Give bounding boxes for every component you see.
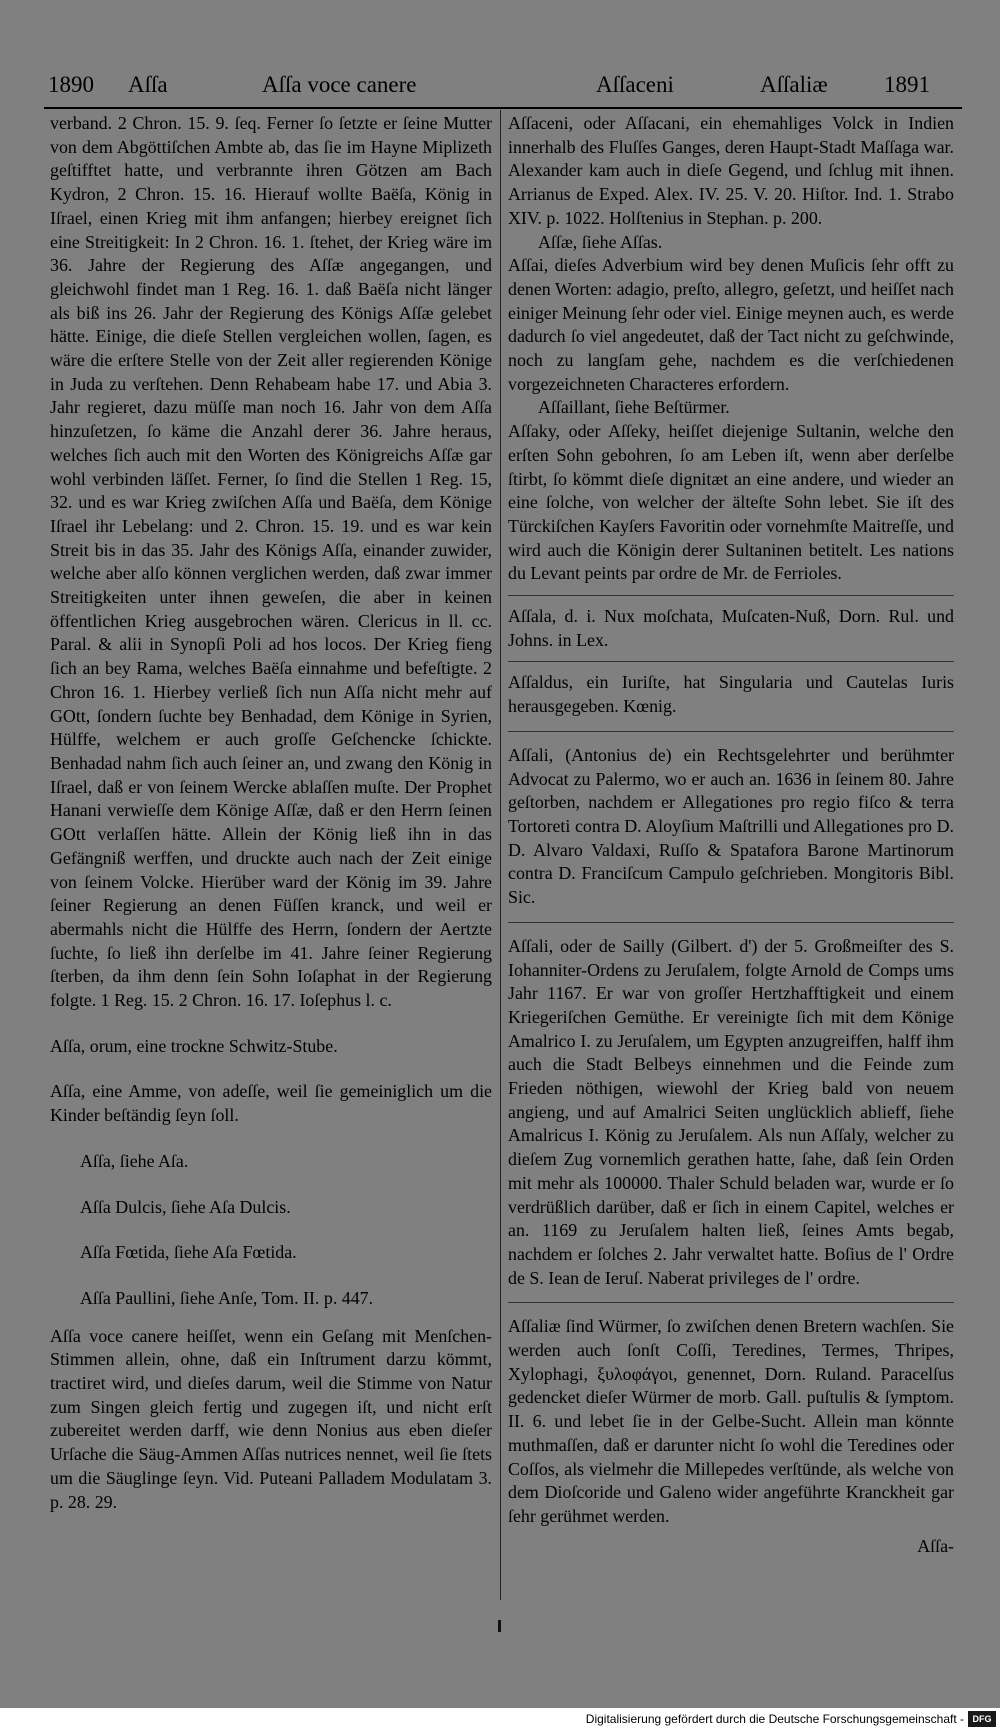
dictionary-entry: Aſſali, oder de Sailly (Gilbert. d') der 5. Großmeiſter des S. Iohanniter-Ordens zu Jeruſalem, folgte Arnold de Comps ums Jahr 1167. Er war von groſſer Hertzhafftigkeit und einem Kriegeriſchen Gemüthe. Er vereinigte ſich mit dem Könige Amalrico I. zu Jeruſalem, um Egypten anzugreiffen, halff ihm auch die Stadt Belbeys einnehmen und die Feinde zum Frieden nöthigen, wiewohl der Krieg bald von neuem angieng, und auf Amalrici Seiten unglücklich ablieff, ſiehe Amalricus I. König zu Jeruſalem. Als nun Aſſaly, welcher zu dieſem Zug vornemlich gerathen hatte, ſahe, daß ſein Orden mit mehr als 100000. Thaler Schuld beladen war, wurde er ſo verdrüßlich darüber, daß er ſich in einem Capitel, welches er an. 1169 zu Jeruſalem halten ließ, ſeines Amts begab, nachdem er ſolches 2. Jahr verwaltet hatte. Boſius de l' Ordre de S. Iean de Ieruſ. Naberat privileges de l' ordre. [508, 935, 954, 1288]
dictionary-entry: Aſſaillant, ſiehe Beſtürmer. [538, 397, 730, 418]
dictionary-entry: Aſſa Dulcis, ſiehe Aſa Dulcis. [80, 1196, 291, 1217]
dictionary-entry: Aſſa Fœtida, ſiehe Aſa Fœtida. [80, 1242, 297, 1263]
entry-divider [508, 661, 954, 662]
dictionary-entry: Aſſa, orum, eine trockne Schwitz-Stube. [50, 1035, 338, 1056]
page-number-left: 1890 [48, 72, 94, 97]
entry-divider [508, 595, 954, 596]
footer-credit: Digitalisierung gefördert durch die Deutsche Forschungsgemeinschaft - [585, 1712, 964, 1726]
dictionary-entry: Aſſala, d. i. Nux moſchata, Muſcaten-Nuß, Dorn. Rul. und Johns. in Lex. [508, 606, 954, 650]
entry-divider [508, 922, 954, 923]
entry-divider [508, 1302, 954, 1303]
dictionary-entry: Aſſa, eine Amme, von adeſſe, weil ſie gemeiniglich um die Kinder beſtändig ſeyn ſoll. [50, 1081, 492, 1126]
dictionary-entry: Aſſali, (Antonius de) ein Rechtsgelehrter und berühmter Advocat zu Palermo, wo er auch an. 1636 in ſeinem 80. Jahre geſtorben, nachdem er Allegationes pro regio fiſco & terra Tortoreti contra D. Aloyſium Maſtrilli und Allegationes pro D. D. Alvaro Valdaxi, Ruſſo & Spatafora Barone Martinorum contra D. Franciſcum Campulo geſchrieben. Mongitoris Bibl. Sic. [508, 744, 954, 908]
page-header [0, 68, 1000, 108]
dictionary-entry: Aſſa, ſiehe Aſa. [80, 1150, 189, 1171]
dictionary-entry: Aſſa voce canere heiſſet, wenn ein Geſang mit Menſchen-Stimmen allein, ohne, daß ein Inſtrument darzu kömmt, tractiret wird, und dieſes darum, weil die Stimme von Natur zum Singen gleich fertig und zugegen iſt, und nicht erſt zubereitet werden darff, wie denn Nonius aus eben dieſer Urſache die Säug-Ammen Aſſas nutrices nennet, weil ſie ſtets um die Säuglinge ſeyn. Vid. Puteani Palladem Modulatam 3. p. 28. 29. [50, 1325, 492, 1512]
footer-bar [0, 1708, 1000, 1731]
dictionary-entry: Aſſaliæ ſind Würmer, ſo zwiſchen denen Bretern wachſen. Sie werden auch ſonſt Coſſi, Teredines, Termes, Thripes, Xylophagi, ξυλοφάγοι, genennet, Dorn. Ruland. Paracelſus gedencket dieſer Würmer de morb. Gall. puſtulis & ſymptom. II. 6. und lebet ſie in der Gelbe-Sucht. Allein man könnte muthmaſſen, daß er darunter nicht ſo wohl die Teredines oder Coſſos, als vielmehr die Millepedes verſtünde, als welche von dem Dioſcoride und Galeno wider angeführte Kranckheit gar ſehr gerühmet werden. [508, 1316, 954, 1526]
running-head-right-2: Aſſaliæ [760, 72, 828, 97]
dictionary-entry: Aſſaky, oder Aſſeky, heiſſet diejenige Sultanin, welche den erſten Sohn gebohren, ſo am Leben iſt, wenn aber derſelbe ſtirbt, ſo kömmt dieſe dignitæt an eine andere, und wieder an eine ſolche, von welcher der älteſte Sohn lebet. Sie iſt des Türckiſchen Kayſers Favoritin oder vornehmſte Maitreſſe, und wird auch die Königin derer Sultaninen betitelt. Les nations du Levant peints par ordre de Mr. de Ferrioles. [508, 421, 954, 584]
running-head-left-2: Aſſa voce canere [262, 72, 417, 97]
running-head-left-1: Aſſa [128, 72, 168, 97]
entry-divider [508, 731, 954, 732]
header-rule [44, 107, 962, 109]
dictionary-entry: Aſſæ, ſiehe Aſſas. [538, 231, 663, 252]
catchword: Aſſa- [917, 1535, 954, 1556]
column-end-mark [498, 1620, 501, 1632]
dictionary-entry: Aſſa Paullini, ſiehe Anſe, Tom. II. p. 447. [80, 1287, 374, 1308]
dfg-logo-icon: DFG [968, 1711, 996, 1727]
dictionary-entry: Aſſaceni, oder Aſſacani, ein ehemahliges Volck in Indien innerhalb des Fluſſes Ganges, deren Haupt-Stadt Maſſaga war. Alexander kam auch in dieſe Gegend, und ſchlug mit ihnen. Arrianus de Exped. Alex. IV. 25. V. 20. Hiſtor. Ind. 1. Strabo XIV. p. 1022. Holſtenius in Stephan. p. 200. [508, 113, 954, 228]
dictionary-entry: Aſſaldus, ein Iuriſte, hat Singularia und Cautelas Iuris herausgegeben. Kœnig. [508, 672, 954, 717]
running-head-right-1: Aſſaceni [596, 72, 674, 97]
left-column [50, 112, 492, 1514]
dictionary-entry: verband. 2 Chron. 15. 9. ſeq. Ferner ſo ſetzte er ſeine Mutter von dem Abgöttiſchen Ambte ab, das ſie im Hayne Miplizeth geſtifftet hatte, und verbrannte ihren Götzen am Bach Kydron, 2 Chron. 15. 16. Hierauf wollte Baëſa, König in Iſrael, einen Krieg mit ihm anfangen; hierbey ereignet ſich eine Streitigkeit: In 2 Chron. 16. 1. ſtehet, der Krieg wäre im 36. Jahre der Regierung des Aſſæ angegangen, und gleichwohl findet man 1 Reg. 16. 1. daß Baëſa nicht länger als biß ins 26. Jahr der Regierung des Königs Aſſæ gelebet hätte. Einige, die dieſe Stellen vergleichen wollen, ſagen, es wäre die erſtere Stelle von der Zeit aller regierenden Könige in Juda zu verſtehen. Denn Rehabeam habe 17. und Abia 3. Jahr regieret, dazu müſſe man noch 16. Jahr von dem Aſſa hinzuſetzen, ſo käme die Anzahl derer 36. Jahre heraus, welches ſich auch mit den Worten des Königreichs Aſſæ gar wohl verbinden läſſet. Ferner, ſo ſind die Stellen 1 Reg. 15, 32. und es war Krieg zwiſchen Aſſa und Baëſa, dem Könige Iſrael ihr Lebelang: und 2. Chron. 15. 19. und es war kein Streit bis in das 35. Jahr des Königs Aſſa, einander zuwider, welche aber alſo können verglichen werden, daß zwar immer Streitigkeiten unter ihnen geweſen, die aber in keinen öffentlichen Krieg ausgebrochen wären. Clericus in ll. cc. Paral. & alii in Synopſi Poli ad hos locos. Der Krieg fieng ſich an bey Rama, welches Baëſa einnahme und befeſtigte. 2 Chron 16. 1. Hierbey verließ ſich nun Aſſa nicht mehr auf GOtt, ſondern ſuchte bey Benhadad, dem Könige in Syrien, Hülffe, welchem er auch groſſe Geſchencke ſchickte. Benhadad nahm ſich auch ſeiner an, und zwang den König in Iſrael, daß er von ſeinem Wercke ablaſſen muſte. Der Prophet Hanani verwieſſe dem Könige Aſſæ, daß er den Herrn ſeinen GOtt verlaſſen hätte. Allein der König ließ ihn in das Gefängniß werffen, und druckte auch nach der Zeit einige von ſeinem Volcke. Hierüber ward der König im 39. Jahre ſeiner Regierung an denen Füſſen kranck, und weil er abermahls nicht die Hülffe des Herrn, ſondern der Aertzte ſuchte, ſo ließ ihn derſelbe im 41. Jahre ſeiner Regierung ſterben, da ihm denn ſein Sohn Ioſaphat in der Regierung folgte. 1 Reg. 15. 2 Chron. 16. 17. Ioſephus l. c. [50, 113, 492, 1011]
column-separator [500, 110, 501, 1600]
dictionary-entry: Aſſai, dieſes Adverbium wird bey denen Muſicis ſehr offt zu denen Worten: adagio, preſto, allegro, geſetzt, und heiſſet nach einiger Meinung ſehr oder viel. Einige meynen auch, es werde dadurch ſo viel angedeutet, daß der Tact nicht zu geſchwinde, noch zu langſam gehe, nachdem es die verſchiedenen vorgezeichneten Characteres erfordern. [508, 255, 954, 394]
right-column [508, 112, 954, 1558]
page-number-right: 1891 [884, 72, 930, 97]
